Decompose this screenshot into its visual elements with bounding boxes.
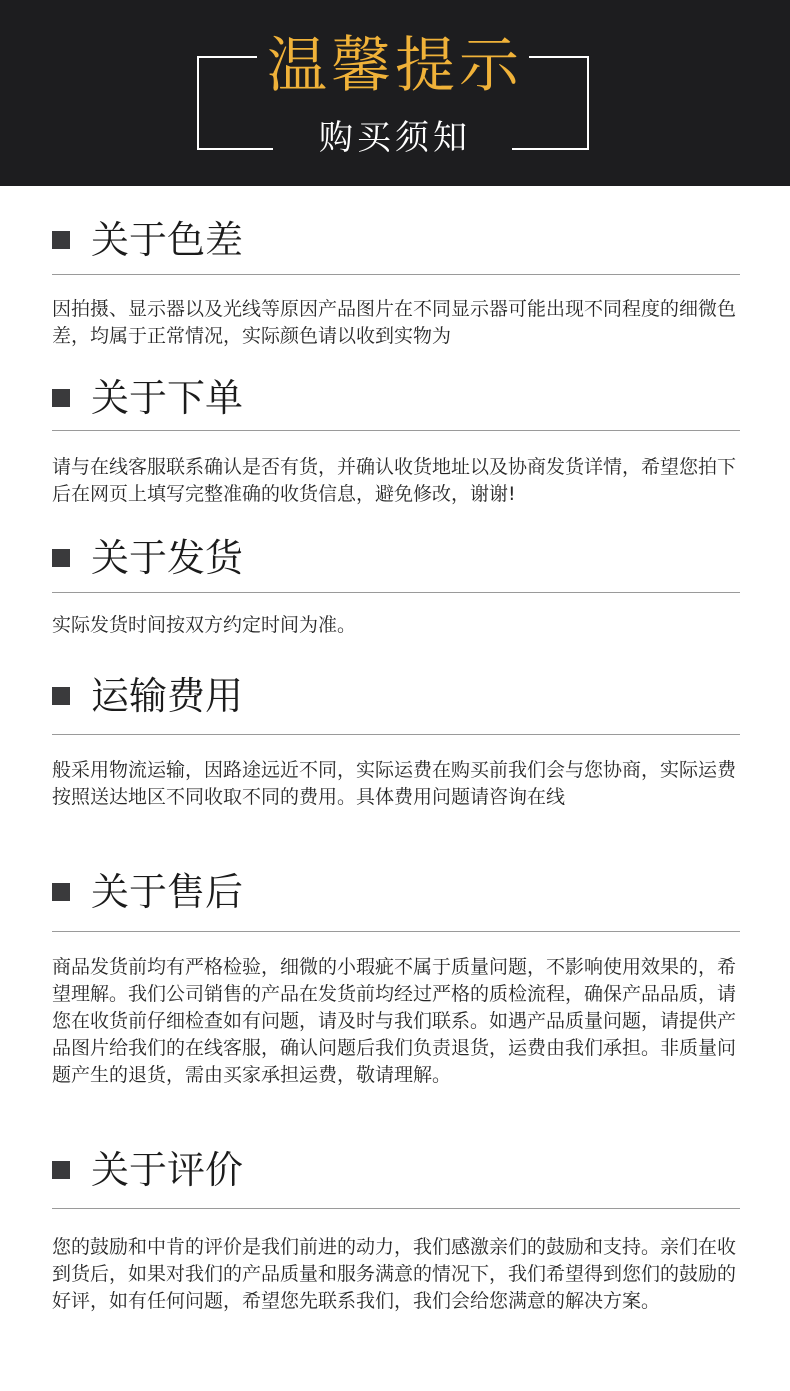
- section-body: 实际发货时间按双方约定时间为准。: [52, 614, 357, 636]
- page-title: 温馨提示: [267, 31, 523, 101]
- section-title: 关于下单: [91, 376, 244, 420]
- divider: [52, 430, 740, 431]
- section-body: 您的鼓励和中肯的评价是我们前进的动力，我们感激亲们的鼓励和支持。亲们在收到货后，如果对我们的产品质量和服务满意的情况下，我们希望得到您们的鼓励的好评，如有任何问题，希望您先联系我们，我们会给您满意的解决方案。: [52, 1236, 737, 1312]
- divider: [52, 1208, 740, 1209]
- square-bullet-icon: [52, 1161, 70, 1179]
- section-title: 关于评价: [91, 1148, 244, 1192]
- square-bullet-icon: [52, 231, 70, 249]
- section-heading: [52, 864, 243, 920]
- section-body: 请与在线客服联系确认是否有货，并确认收货地址以及协商发货详情，希望您拍下后在网页上填写完整准确的收货信息，避免修改，谢谢!: [52, 456, 737, 505]
- section-title: 运输费用: [91, 674, 244, 718]
- section-title: 关于发货: [91, 536, 244, 580]
- section-heading: [52, 668, 243, 724]
- square-bullet-icon: [52, 389, 70, 407]
- section-heading: [52, 212, 243, 268]
- divider: [52, 274, 740, 275]
- square-bullet-icon: [52, 549, 70, 567]
- square-bullet-icon: [52, 883, 70, 901]
- section-body: 因拍摄、显示器以及光线等原因产品图片在不同显示器可能出现不同程度的细微色差，均属于正常情况，实际颜色请以收到实物为: [52, 298, 737, 347]
- section-body: 般采用物流运输，因路途远近不同，实际运费在购买前我们会与您协商，实际运费按照送达地区不同收取不同的费用。具体费用问题请咨询在线: [52, 759, 737, 808]
- square-bullet-icon: [52, 687, 70, 705]
- header-banner: [0, 0, 790, 186]
- section-title: 关于色差: [91, 218, 244, 262]
- section-heading: [52, 1142, 243, 1198]
- divider: [52, 931, 740, 932]
- page-subtitle: 购买须知: [319, 118, 471, 158]
- section-body: 商品发货前均有严格检验，细微的小瑕疵不属于质量问题，不影响使用效果的，希望理解。我们公司销售的产品在发货前均经过严格的质检流程，确保产品品质，请您在收货前仔细检查如有问题，请及时与我们联系。如遇产品质量问题，请提供产品图片给我们的在线客服，确认问题后我们负责退货，运费由我们承担。非质量问题产生的退货，需由买家承担运费，敬请理解。: [52, 956, 737, 1086]
- section-heading: [52, 530, 243, 586]
- section-heading: [52, 370, 243, 426]
- divider: [52, 592, 740, 593]
- divider: [52, 734, 740, 735]
- section-title: 关于售后: [91, 870, 244, 914]
